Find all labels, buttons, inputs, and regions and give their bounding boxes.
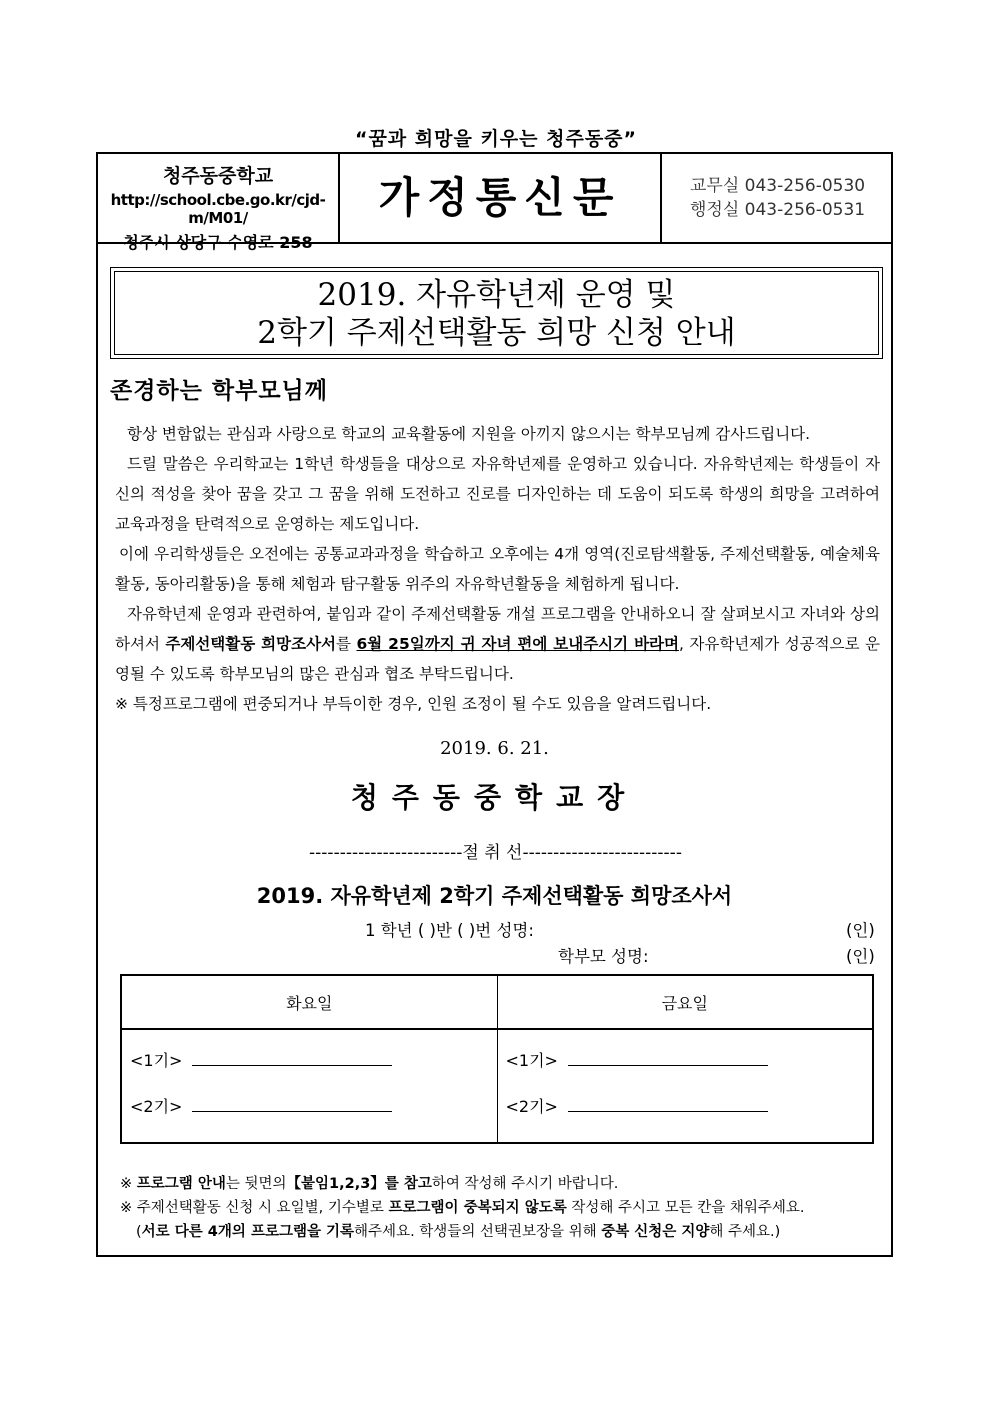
note-3-b: 서로 다른 4개의 프로그램을 기록 [141,1224,355,1240]
notice-title [114,271,879,355]
paragraph-4 [115,599,880,689]
answer-line[interactable] [568,1051,768,1066]
note-1 [120,1172,804,1196]
slot-label: <2기> [505,1097,558,1116]
note-2-a: ※ 주제선택활동 신청 시 요일별, 기수별로 [120,1200,389,1216]
notice-title-line1: 2019. 자유학년제 운영 및 [317,277,676,313]
paragraph-1: 항상 변함없는 관심과 사랑으로 학교의 교육활동에 지원을 아끼지 않으시는 학부모님께 감사드립니다. [127,425,811,443]
friday-slot-2[interactable] [506,1094,873,1140]
note-3-a: ( [136,1224,142,1240]
survey-notes [120,1172,804,1244]
note-1-b: 프로그램 안내 [136,1176,226,1192]
phone-admin: 행정실 043-256-0531 [690,200,866,220]
school-url[interactable]: http://school.cbe.go.kr/cjd-m/M01/ [110,191,326,227]
tuesday-slot-1[interactable] [130,1048,497,1094]
phone-office: 교무실 043-256-0530 [690,176,866,196]
note-3-c: 해주세요. 학생들의 선택권보장을 위해 [354,1224,602,1240]
letter-header [98,154,891,252]
tuesday-cell [121,1029,497,1143]
answer-line[interactable] [192,1051,392,1066]
school-name: 청주동중학교 [162,165,274,187]
program-choice-table [120,974,874,1144]
note-2-b: 프로그램이 중복되지 않도록 [388,1200,567,1216]
notice-title-box [110,267,883,359]
school-info [98,154,340,252]
note-3-d: 중복 신청은 지양 [601,1224,710,1240]
letter-date: 2019. 6. 21. [440,738,549,759]
note-1-a: ※ [120,1176,137,1192]
contact-info [662,154,891,242]
deadline-emphasis: 6월 25일까지 귀 자녀 편에 보내주시기 바라며 [356,635,679,653]
tuesday-slot-2[interactable] [130,1094,497,1140]
slot-label: <1기> [130,1051,183,1070]
letter-body [115,419,880,719]
answer-line[interactable] [568,1097,768,1112]
parent-name-line[interactable]: 학부모 성명: [558,947,649,966]
adjustment-note: ※ 특정프로그램에 편중되거나 부득이한 경우, 인원 조정이 될 수도 있음을 알려드립니다. [115,695,712,713]
note-3 [120,1220,804,1244]
column-friday: 금요일 [497,975,873,1029]
note-2 [120,1196,804,1220]
note-1-c: 는 뒷면의 [225,1176,287,1192]
paragraph-4-text-e: , 자유학년제가 성공적으로 운영될 수 있도록 학부모님의 많은 관심과 협조 부탁드립니다. [115,635,880,683]
paper-title-cell [340,154,662,242]
slot-label: <1기> [505,1051,558,1070]
parent-seal: (인) [846,947,875,966]
student-seal: (인) [846,921,875,940]
cut-line: -------------------------절 취 선-------------------------- [309,843,682,863]
paragraph-2: 드릴 말씀은 우리학교는 1학년 학생들을 대상으로 자유학년제를 운영하고 있습니다. 자유학년제는 학생들이 자신의 적성을 찾아 꿈을 갖고 그 꿈을 위해 도전하고 진로를 디자인하는 데 도움이 되도록 학생의 희망을 고려하여 교육과정을 탄력적으로 운영하는 제도입니다. [115,455,880,533]
notice-title-line2: 2학기 주제선택활동 희망 신청 안내 [257,315,736,351]
slot-label: <2기> [130,1097,183,1116]
school-address: 청주시 상당구 수영로 258 [123,233,313,252]
survey-title: 2019. 자유학년제 2학기 주제선택활동 희망조사서 [256,884,733,908]
friday-slot-1[interactable] [506,1048,873,1094]
note-2-c: 작성해 주시고 모든 칸을 채워주세요. [566,1200,805,1216]
friday-cell [497,1029,873,1143]
paper-title: 가정통신문 [378,173,622,222]
survey-form-emphasis: 주제선택활동 희망조사서 [165,635,337,653]
notice-frame [96,152,893,1257]
student-name-line[interactable]: 1 학년 ( )반 ( )번 성명: [365,921,534,940]
column-tuesday: 화요일 [121,975,497,1029]
note-1-d: 【붙임1,2,3】를 참고 [286,1176,432,1192]
paragraph-4-text-c: 를 [336,635,357,653]
note-1-e: 하여 작성해 주시기 바랍니다. [431,1176,619,1192]
answer-line[interactable] [192,1097,392,1112]
slogan: “꿈과 희망을 키우는 청주동중” [354,128,638,150]
paragraph-3: 이에 우리학생들은 오전에는 공통교과과정을 학습하고 오후에는 4개 영역(진로탐색활동, 주제선택활동, 예술체육활동, 동아리활동)을 통해 체험과 탐구활동 위주의 자유학년활동을 체험하게 됩니다. [115,545,880,593]
greeting: 존경하는 학부모님께 [110,377,328,404]
principal-signature: 청주동중학교장 [350,781,639,814]
paragraph-4-text-a: 자유학년제 운영과 관련하여, 붙임과 같이 주제선택활동 개설 프로그램을 안내하오니 잘 살펴보시고 자녀와 상의하셔서 [115,605,880,653]
note-3-e: 해 주세요.) [709,1224,781,1240]
